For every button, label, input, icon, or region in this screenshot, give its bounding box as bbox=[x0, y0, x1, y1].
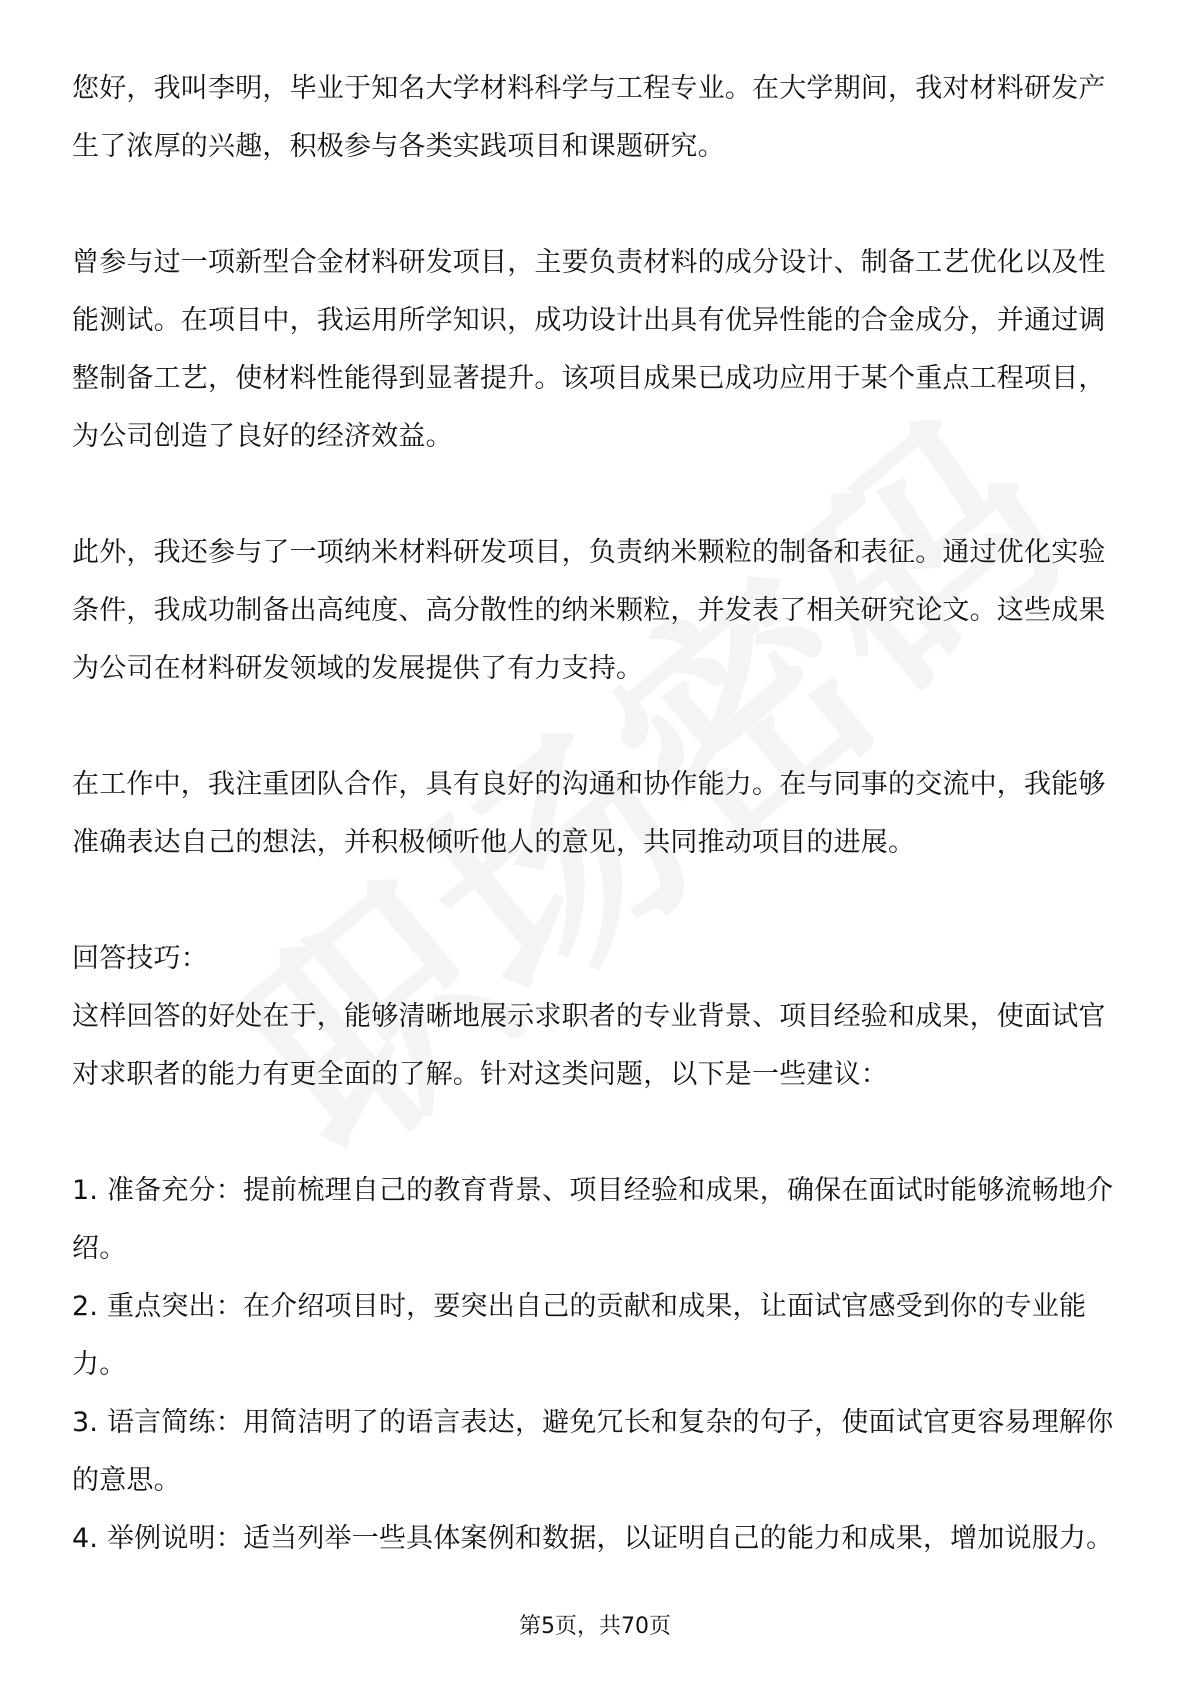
document-body bbox=[72, 60, 1122, 1568]
page-number: 第5页，共70页 bbox=[519, 1614, 671, 1639]
tips-list bbox=[72, 1162, 1122, 1568]
tip-item: 1. 准备充分：提前梳理自己的教育背景、项目经验和成果，确保在面试时能够流畅地介绍。 bbox=[72, 1175, 1114, 1264]
tips-title: 回答技巧： bbox=[72, 943, 208, 974]
tip-item: 3. 语言简练：用简洁明了的语言表达，避免冗长和复杂的句子，使面试官更容易理解你的意思。 bbox=[72, 1407, 1114, 1496]
tip-item: 2. 重点突出：在介绍项目时，要突出自己的贡献和成果，让面试官感受到你的专业能力。 bbox=[72, 1291, 1087, 1380]
tip-item: 4. 举例说明：适当列举一些具体案例和数据，以证明自己的能力和成果，增加说服力。 bbox=[72, 1523, 1114, 1554]
tips-intro: 这样回答的好处在于，能够清晰地展示求职者的专业背景、项目经验和成果，使面试官对求职者的能力有更全面的了解。针对这类问题，以下是一些建议： bbox=[72, 1001, 1106, 1090]
paragraph-alloy-project: 曾参与过一项新型合金材料研发项目，主要负责材料的成分设计、制备工艺优化以及性能测试。在项目中，我运用所学知识，成功设计出具有优异性能的合金成分，并通过调整制备工艺，使材料性能得到显著提升。该项目成果已成功应用于某个重点工程项目，为公司创造了良好的经济效益。 bbox=[72, 247, 1106, 452]
paragraph-nano-project: 此外，我还参与了一项纳米材料研发项目，负责纳米颗粒的制备和表征。通过优化实验条件，我成功制备出高纯度、高分散性的纳米颗粒，并发表了相关研究论文。这些成果为公司在材料研发领域的发展提供了有力支持。 bbox=[72, 537, 1106, 684]
paragraph-intro: 您好，我叫李明，毕业于知名大学材料科学与工程专业。在大学期间，我对材料研发产生了浓厚的兴趣，积极参与各类实践项目和课题研究。 bbox=[72, 73, 1106, 162]
paragraph-teamwork: 在工作中，我注重团队合作，具有良好的沟通和协作能力。在与同事的交流中，我能够准确表达自己的想法，并积极倾听他人的意见，共同推动项目的进展。 bbox=[72, 769, 1106, 858]
